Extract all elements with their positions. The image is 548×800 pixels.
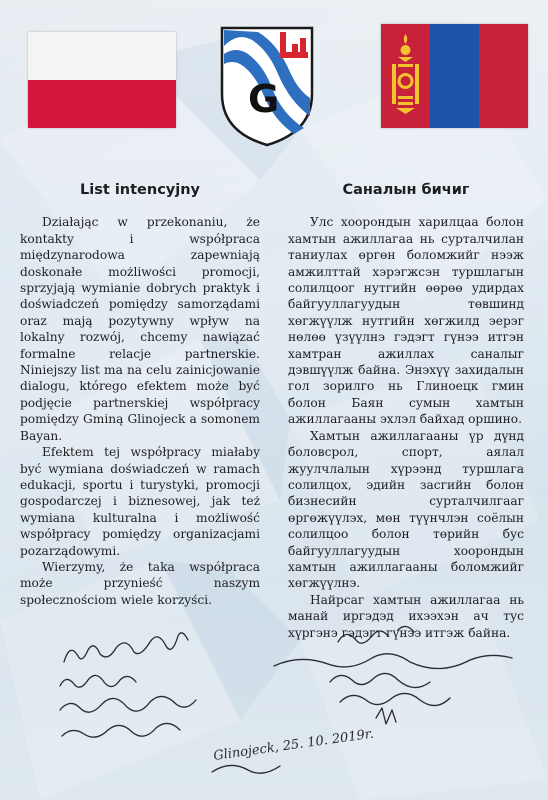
- signature-8: [340, 693, 450, 705]
- polish-paragraph-1: Działając w przekonaniu, że kontakty i współpraca międzynarodowa zapewniają doskonałe możliwości promocji, sprzyjają wymianie dobrych praktyk i doświadczeń pomiędzy samorządami oraz mają pozytywny wpływ na lokalny rozwój, chcemy nawiązać formalne relacje partnerskie. Niniejszy list ma na celu zainicjowanie dialogu, którego efektem może być podjęcie partnerskiej współpracy pomiędzy Gminą Glinojeck a somonem Bayan.: [20, 215, 260, 443]
- signature-7: [330, 673, 430, 687]
- signature-1: [64, 633, 188, 662]
- svg-text:G: G: [248, 77, 280, 121]
- glinojeck-coat-of-arms: [218, 24, 316, 148]
- handwritten-date: Glinojeck, 25. 10. 2019r.: [212, 726, 375, 764]
- polish-letter-column: [20, 182, 260, 608]
- mongolian-letter-column: [288, 182, 524, 641]
- stamp-scribble: [212, 765, 280, 773]
- mongolian-letter-title: Саналын бичиг: [342, 182, 470, 198]
- polish-paragraph-3: Wierzymy, że taka współpraca może przynieść naszym społecznościom wiele korzyści.: [20, 559, 260, 607]
- mongolian-paragraph-3: Найрсаг хамтын ажиллагаа нь манай иргэдэд ихээхэн ач тус хүргэнэ гэдэгт гүнээ итгэж байна.: [288, 592, 524, 640]
- mongolian-paragraph-2: Хамтын ажиллагааны үр дүнд боловсрол, спорт, аялал жуулчлалын хүрээнд туршлага солилцох, эдийн засгийн болон бизнесийн сурталчилгааг өргөжүүлэх, мөн түүнчлэн соёлын солилцоо болон төрийн бус байгууллагуудын хоорондын хамтын ажиллагааны боломжийг хөгжүүлнэ.: [288, 428, 524, 591]
- soyombo-emblem: [381, 24, 430, 128]
- poland-flag: [28, 32, 176, 128]
- signature-5: [338, 626, 414, 643]
- signature-6: [274, 654, 512, 669]
- mongolia-flag: [381, 24, 528, 128]
- mongolian-paragraph-1: Улс хоорондын харилцаа болон хамтын ажиллагаа нь сурталчилан таниулах өргөн боломжийг нээж амжилттай хэрэгжсэн туршлагын солилцоог нутгийн өөрөө удирдах байгууллагуудын төвшинд хөгжүүлж нутгийн хөгжилд эерэг нөлөө үзүүлнэ гэдэгт гүнээ итгэн хамтран ажиллах саналыг дэвшүүлж байна. Энэхүү захидалын гол зорилго нь Глиноецк гмин болон Баян сумын хамтын ажиллагааны эхлэл байхад оршино.: [288, 215, 524, 427]
- signature-3: [60, 696, 196, 712]
- signatures-area: [0, 600, 548, 800]
- signature-9: [376, 708, 396, 724]
- polish-paragraph-2: Efektem tej współpracy miałaby być wymiana doświadczeń w ramach edukacji, sportu i turystyki, promocji gospodarczej i biznesowej, jak też wymiana kulturalna i możliwość współpracy pomiędzy organizacjami pozarządowymi.: [20, 445, 260, 558]
- signature-2: [60, 675, 136, 687]
- polish-letter-title: List intencyjny: [80, 182, 200, 198]
- signature-4: [62, 723, 180, 737]
